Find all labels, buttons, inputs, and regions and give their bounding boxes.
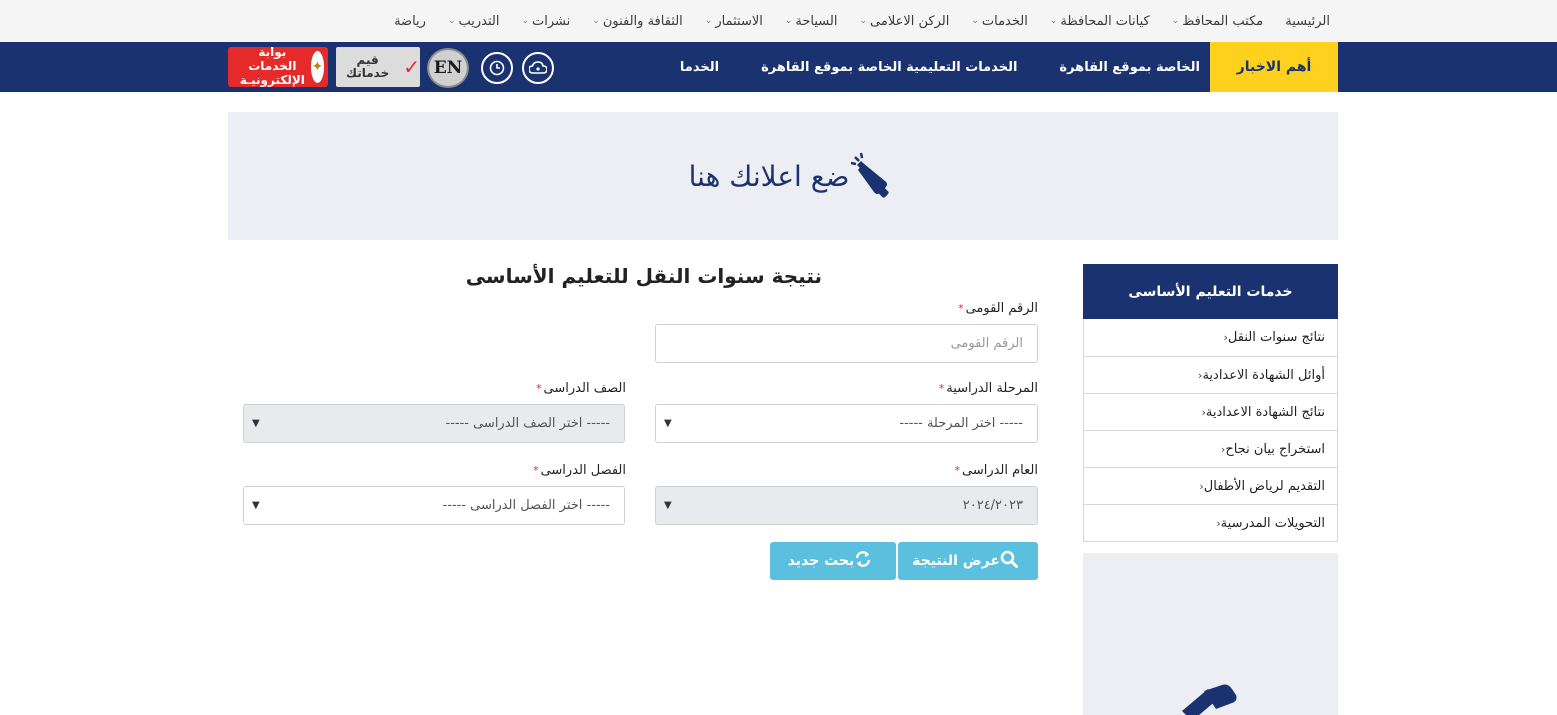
cloud-button[interactable] [522, 52, 554, 84]
top-nav-list [394, 0, 1330, 42]
top-nav-item[interactable] [1285, 14, 1330, 29]
sidebar-item[interactable] [1084, 467, 1337, 504]
required-mark: * [938, 382, 945, 395]
top-nav-item[interactable] [1050, 14, 1150, 29]
top-nav-item[interactable] [592, 14, 683, 29]
cloud-icon [529, 61, 547, 75]
chevron-left-icon: ‹ [1220, 442, 1226, 456]
refresh-icon [854, 550, 872, 572]
grade-label-text: الصف الدراسى [543, 381, 626, 396]
news-ticker[interactable] [590, 42, 1200, 92]
top-nav-item[interactable] [785, 14, 838, 29]
chevron-down-icon: ⌄ [704, 16, 713, 26]
english-language-button[interactable]: EN [427, 48, 469, 88]
national-id-input[interactable] [655, 324, 1038, 363]
eservices-portal-logo[interactable] [228, 47, 328, 87]
show-result-button[interactable] [898, 542, 1038, 580]
top-nav-item-label: الركن الاعلامى [870, 13, 950, 29]
grade-select[interactable] [243, 404, 625, 443]
year-label-text: العام الدراسى [961, 463, 1038, 478]
chevron-down-icon: ⌄ [1049, 16, 1058, 26]
top-navigation [0, 0, 1557, 42]
top-nav-item-label: نشرات [532, 13, 571, 29]
stage-label [939, 381, 1038, 396]
sidebar-ad-banner[interactable] [1083, 553, 1338, 715]
chevron-left-icon: ‹ [1199, 479, 1204, 493]
chevron-left-icon: ‹ [1201, 405, 1206, 419]
news-ticker-item[interactable]: الخدمات التعليمية الخاصة بموقع القاهرة [761, 59, 1018, 75]
term-select[interactable] [243, 486, 625, 525]
top-nav-item[interactable] [859, 14, 949, 29]
sidebar-item-label: نتائج سنوات النقل [1227, 330, 1325, 345]
sidebar-item-label: استخراج بيان نجاح [1225, 441, 1325, 457]
sidebar-item[interactable] [1084, 356, 1337, 393]
top-nav-item-label: الخدمات [981, 13, 1028, 29]
top-nav-item-label: السياحة [795, 13, 838, 29]
chevron-down-icon: ⌄ [784, 16, 793, 26]
chevron-down-icon: ⌄ [521, 16, 530, 26]
term-label-text: الفصل الدراسى [540, 463, 626, 478]
new-search-button[interactable] [770, 542, 896, 580]
grade-select-value: ----- اختر الصف الدراسى ----- [445, 416, 610, 431]
sidebar-item[interactable] [1084, 393, 1337, 430]
year-select-value: ٢٠٢٤/٢٠٢٣ [962, 498, 1023, 513]
new-search-label: بحث جديد [787, 553, 855, 569]
top-nav-item-label: الثقافة والفنون [602, 13, 683, 29]
required-mark: * [533, 464, 539, 477]
rate-services-label: قيم خدماتك [346, 52, 390, 80]
search-icon [1000, 550, 1018, 572]
stage-select[interactable] [655, 404, 1038, 443]
stage-label-text: المرحلة الدراسية [946, 381, 1038, 396]
sidebar-item-label: نتائج الشهادة الاعدادية [1205, 404, 1325, 420]
chevron-down-icon: ⌄ [859, 16, 868, 26]
rate-services-logo[interactable] [336, 47, 420, 87]
chevron-down-icon: ⌄ [592, 16, 600, 26]
page-title: نتيجة سنوات النقل للتعليم الأساسى [465, 264, 822, 288]
megaphone-icon [1178, 681, 1240, 715]
top-nav-item-label: كيانات المحافظة [1060, 13, 1150, 29]
required-mark: * [536, 382, 542, 395]
top-nav-item[interactable] [448, 14, 500, 29]
chevron-down-icon: ⌄ [447, 16, 456, 26]
clock-button[interactable] [481, 52, 513, 84]
show-result-label: عرض النتيجة [912, 553, 1000, 569]
top-nav-item-label: الاستثمار [715, 13, 763, 29]
top-nav-item[interactable] [971, 14, 1028, 29]
rate-services-mark-icon: ✓ [403, 55, 420, 79]
news-ticker-item[interactable]: الخدما [679, 59, 720, 75]
chevron-left-icon: ‹ [1198, 368, 1203, 382]
sidebar-item[interactable] [1084, 430, 1337, 467]
chevron-down-icon: ▼ [252, 500, 260, 511]
news-bar [0, 42, 1557, 92]
eservices-portal-label: بوابة الخدمات الإلكترونيـة [239, 45, 305, 87]
top-nav-item-label: رياضة [394, 13, 426, 29]
chevron-down-icon: ▼ [252, 418, 260, 429]
sidebar-item[interactable] [1084, 319, 1337, 356]
megaphone-icon [849, 151, 899, 201]
chevron-down-icon: ▼ [664, 500, 672, 511]
chevron-left-icon: ‹ [1216, 516, 1221, 530]
chevron-down-icon: ▼ [664, 418, 672, 429]
sidebar-list [1083, 319, 1338, 542]
national-id-placeholder: الرقم القومى [950, 336, 1023, 351]
chevron-left-icon: ‹ [1223, 331, 1228, 344]
eagle-emblem-icon: ✦ [311, 51, 324, 83]
chevron-down-icon: ⌄ [1171, 16, 1180, 26]
top-nav-item-label: التدريب [458, 13, 500, 29]
top-nav-item[interactable] [521, 14, 570, 29]
grade-label [536, 381, 626, 396]
sidebar-item-label: التقديم لرياض الأطفال [1203, 478, 1325, 494]
sidebar-item-label: التحويلات المدرسية [1220, 515, 1325, 531]
required-mark: * [958, 302, 964, 315]
stage-select-value: ----- اختر المرحلة ----- [899, 416, 1023, 431]
national-id-label-text: الرقم القومى [965, 301, 1038, 316]
top-nav-item[interactable] [1172, 14, 1264, 29]
national-id-label [958, 301, 1038, 316]
sidebar-item-label: أوائل الشهادة الاعدادية [1202, 367, 1325, 383]
year-label [954, 463, 1038, 478]
top-nav-item[interactable] [705, 14, 763, 29]
year-select[interactable] [655, 486, 1038, 525]
term-select-value: ----- اختر الفصل الدراسى ----- [442, 498, 610, 513]
ad-banner-text: ضع اعلانك هنا [688, 159, 850, 193]
term-label [533, 463, 626, 478]
news-ticker-item[interactable]: الخاصة بموقع القاهرة [1059, 59, 1200, 75]
sidebar-item[interactable] [1084, 504, 1337, 541]
top-nav-item[interactable] [394, 14, 426, 29]
required-mark: * [954, 464, 960, 477]
top-nav-item-label: مكتب المحافظ [1182, 13, 1264, 29]
news-label[interactable]: أهم الاخبار [1210, 42, 1338, 92]
clock-icon [489, 60, 505, 76]
ad-banner[interactable] [228, 112, 1338, 240]
sidebar [1083, 264, 1338, 542]
sidebar-title: خدمات التعليم الأساسى [1083, 264, 1338, 319]
chevron-down-icon: ⌄ [971, 16, 979, 26]
top-nav-item-label: الرئيسية [1285, 13, 1330, 29]
